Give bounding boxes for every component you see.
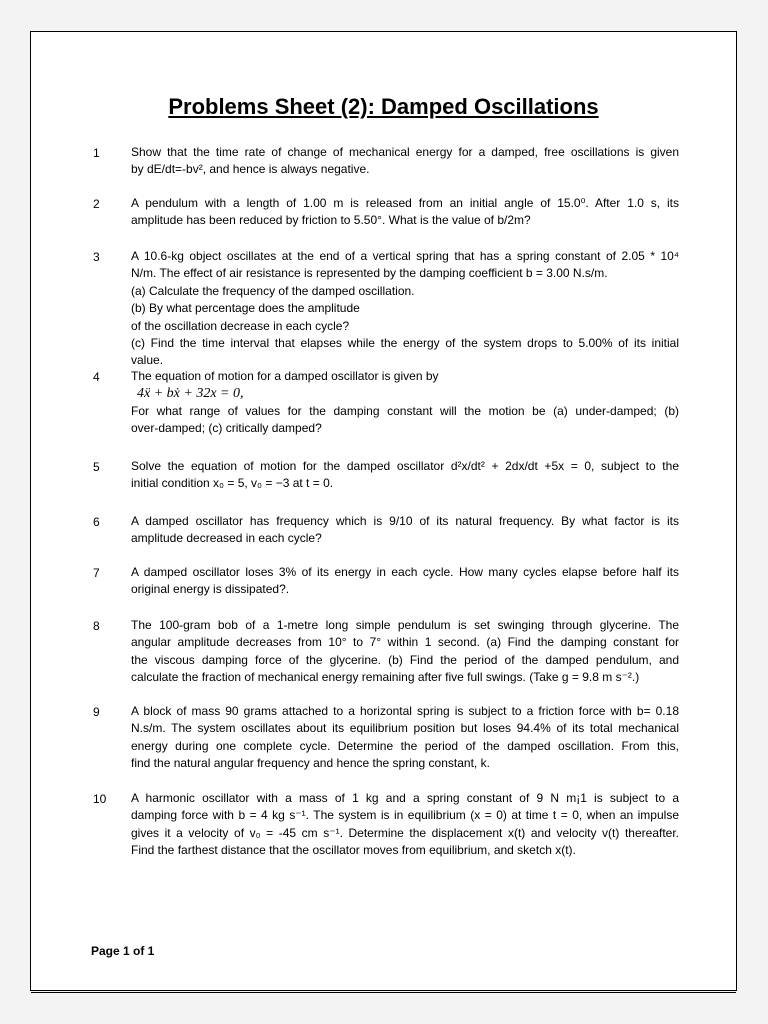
problem-line: The 100-gram bob of a 1-metre long simple pendulum is set swinging through glycerine. The (131, 618, 679, 632)
problem-text (131, 703, 679, 773)
document-page (30, 31, 737, 991)
problem-line: damping force with b = 4 kg s⁻¹. The system is in equilibrium (x = 0) at time t = 0, when an impulse (131, 808, 679, 823)
problem-number: 10 (93, 792, 107, 806)
problem-line: initial condition x₀ = 5, v₀ = −3 at t = 0. (131, 476, 334, 491)
problem-line: value. (131, 353, 164, 368)
problem-line: Solve the equation of motion for the damped oscillator d²x/dt² + 2dx/dt +5x = 0, subject to the (131, 459, 679, 473)
problem-line: the viscous damping force of the glycerine. (b) Find the period of the damped pendulum, and (131, 652, 679, 667)
problem-line: A 10.6-kg object oscillates at the end of a vertical spring that has a spring constant of 2.05 * 10⁴ (131, 249, 679, 263)
problem-text (131, 195, 679, 230)
problem-number: 7 (93, 566, 100, 580)
problem-line: (b) By what percentage does the amplitude (131, 301, 360, 316)
problem-text (131, 617, 679, 687)
problem-number: 1 (93, 146, 100, 160)
problem-line: A pendulum with a length of 1.00 m is released from an initial angle of 15.0⁰. After 1.0 s, its (131, 196, 679, 210)
problem-text (131, 564, 679, 599)
problem-number: 5 (93, 460, 100, 474)
problem-line: angular amplitude decreases from 10° to 7° within 1 second. (a) Find the damping constant for (131, 635, 679, 650)
problem-line: N/m. The effect of air resistance is represented by the damping coefficient b = 3.00 N.s/m. (131, 266, 608, 281)
problem-number: 8 (93, 619, 100, 633)
problem-line: gives it a velocity of v₀ = -45 cm s⁻¹. Determine the displacement x(t) and velocity v(t) thereafter. (131, 825, 679, 840)
problem-text (131, 458, 679, 493)
page-footer: Page 1 of 1 (91, 944, 155, 958)
problem-number: 6 (93, 515, 100, 529)
problem-line: Find the farthest distance that the oscillator moves from equilibrium, and sketch x(t). (131, 843, 576, 858)
problem-line: calculate the fraction of mechanical energy remaining after five full swings. (Take g = 9.8 m s⁻².) (131, 670, 640, 685)
problem-text (131, 368, 679, 438)
problem-number: 9 (93, 705, 100, 719)
problem-line: (a) Calculate the frequency of the damped oscillation. (131, 283, 415, 298)
equation: 4ẍ + bẋ + 32x = 0, (137, 386, 244, 402)
problem-line: amplitude decreased in each cycle? (131, 531, 322, 546)
problem-line: find the natural angular frequency and hence the spring constant, k. (131, 756, 490, 771)
problem-line: amplitude has been reduced by friction to 5.50°. What is the value of b/2m? (131, 213, 531, 228)
problem-line: original energy is dissipated?. (131, 582, 290, 597)
problem-line: (c) Find the time interval that elapses while the energy of the system drops to 5.00% of its initial (131, 336, 679, 351)
page-title: Problems Sheet (2): Damped Oscillations (168, 94, 599, 119)
problem-text (131, 248, 679, 370)
problem-line: A damped oscillator has frequency which is 9/10 of its natural frequency. By what factor is its (131, 514, 679, 528)
problem-line: Show that the time rate of change of mechanical energy for a damped, free oscillations is given (131, 145, 679, 159)
problem-text (131, 790, 679, 860)
problem-line: A block of mass 90 grams attached to a horizontal spring is subject to a friction force with b= 0.18 (131, 704, 679, 718)
problem-text (131, 513, 679, 548)
problem-line: A damped oscillator loses 3% of its energy in each cycle. How many cycles elapse before half its (131, 565, 679, 579)
problem-number: 2 (93, 197, 100, 211)
problem-line: over-damped; (c) critically damped? (131, 421, 322, 436)
problem-line: energy during one complete cycle. Determine the period of the damped oscillation. From this, (131, 738, 679, 753)
problem-line: For what range of values for the damping constant will the motion be (a) under-damped; (b) (131, 403, 679, 418)
problem-line: by dE/dt=-bv², and hence is always negative. (131, 162, 370, 177)
problem-line: of the oscillation decrease in each cycle? (131, 318, 350, 333)
problem-line: N.s/m. The system oscillates about its equilibrium position but loses 94.4% of its total mechanical (131, 721, 679, 736)
problem-line: The equation of motion for a damped oscillator is given by (131, 369, 439, 383)
problem-number: 4 (93, 370, 100, 384)
problem-line: A harmonic oscillator with a mass of 1 kg and a spring constant of 9 N m¡1 is subject to a (131, 791, 679, 805)
problem-number: 3 (93, 250, 100, 264)
problem-text (131, 144, 679, 179)
